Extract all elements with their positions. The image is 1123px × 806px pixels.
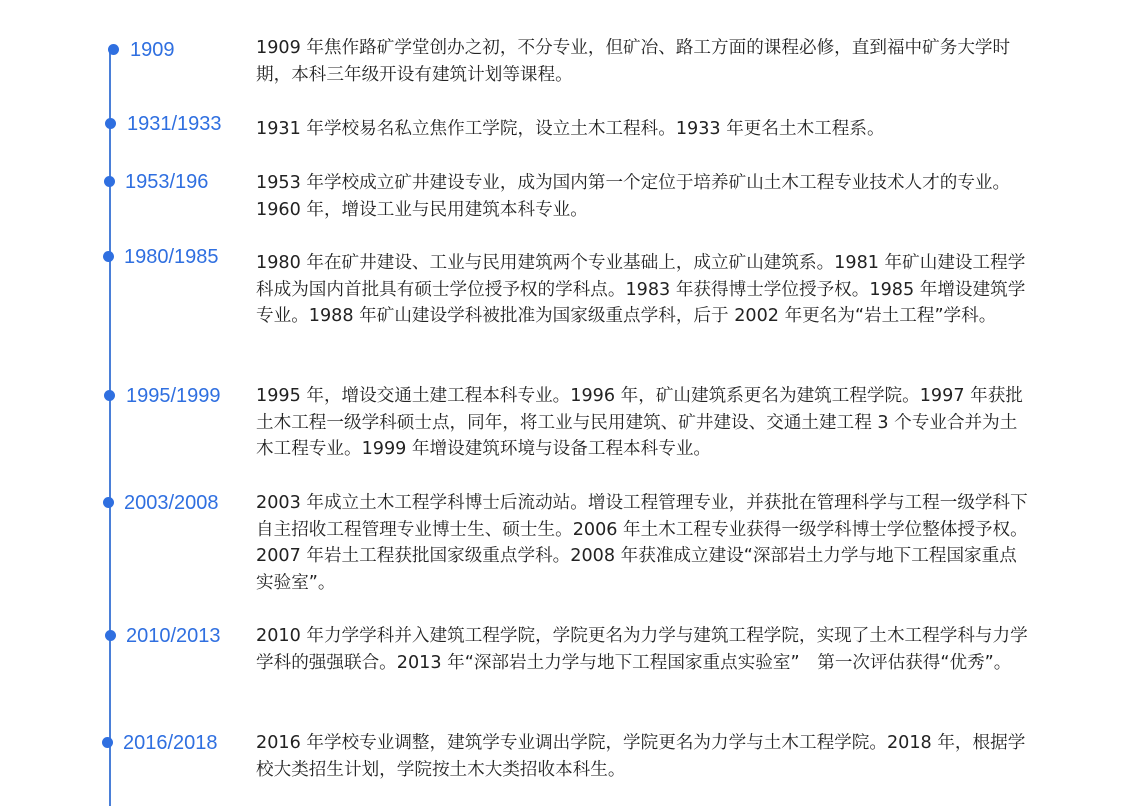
timeline-description: 1909 年焦作路矿学堂创办之初，不分专业，但矿冶、路工方面的课程必修，直到福中矿务大学时期，本科三年级开设有建筑计划等课程。 (256, 38, 1011, 85)
timeline-description: 2003 年成立土木工程学科博士后流动站。增设工程管理专业，并获批在管理科学与工程一级学科下自主招收工程管理专业博士生、硕士生。2006 年土木工程专业获得一级学科博士学位整体授予权。2007 年岩土工程获批国家级重点学科。2008 年获准成立建设“深部岩土力学与地下工程国家重点实验室”。 (256, 493, 1028, 593)
timeline-dot-icon (104, 390, 115, 401)
timeline-year: 1909 (130, 39, 175, 61)
timeline-year: 1980/1985 (124, 246, 219, 268)
timeline-year: 1931/1933 (127, 113, 222, 135)
timeline-description: 1995 年，增设交通土建工程本科专业。1996 年，矿山建筑系更名为建筑工程学院。1997 年获批土木工程一级学科硕士点，同年，将工业与民用建筑、矿井建设、交通土建工程 3 个专业合并为土木工程专业。1999 年增设建筑环境与设备工程本科专业。 (256, 386, 1023, 459)
timeline-dot-icon (103, 497, 114, 508)
timeline-year: 1995/1999 (126, 385, 221, 407)
timeline-description: 1931 年学校易名私立焦作工学院，设立土木工程科。1933 年更名土木工程系。 (256, 119, 885, 139)
timeline-description: 1953 年学校成立矿井建设专业，成为国内第一个定位于培养矿山土木工程专业技术人才的专业。1960 年，增设工业与民用建筑本科专业。 (256, 173, 1011, 220)
timeline-description: 2010 年力学学科并入建筑工程学院，学院更名为力学与建筑工程学院，实现了土木工程学科与力学学科的强强联合。2013 年“深部岩土力学与地下工程国家重点实验室” 第一次评估获得“优秀”。 (256, 626, 1028, 673)
timeline-description: 1980 年在矿井建设、工业与民用建筑两个专业基础上，成立矿山建筑系。1981 年矿山建设工程学科成为国内首批具有硕士学位授予权的学科点。1983 年获得博士学位授予权。1985 年增设建筑学专业。1988 年矿山建设学科被批准为国家级重点学科，后于 2002 年更名为“岩土工程”学科。 (256, 253, 1026, 326)
timeline-dot-icon (108, 44, 119, 55)
timeline-dot-icon (104, 176, 115, 187)
timeline-year: 2016/2018 (123, 732, 218, 754)
timeline-year: 1953/196 (125, 171, 209, 193)
timeline-year: 2010/2013 (126, 625, 221, 647)
timeline-dot-icon (105, 630, 116, 641)
timeline-dot-icon (105, 118, 116, 129)
timeline-dot-icon (103, 251, 114, 262)
timeline-year: 2003/2008 (124, 492, 219, 514)
timeline-dot-icon (102, 737, 113, 748)
timeline-axis (109, 46, 111, 806)
timeline-description: 2016 年学校专业调整，建筑学专业调出学院，学院更名为力学与土木工程学院。2018 年，根据学校大类招生计划，学院按土木大类招收本科生。 (256, 733, 1026, 780)
